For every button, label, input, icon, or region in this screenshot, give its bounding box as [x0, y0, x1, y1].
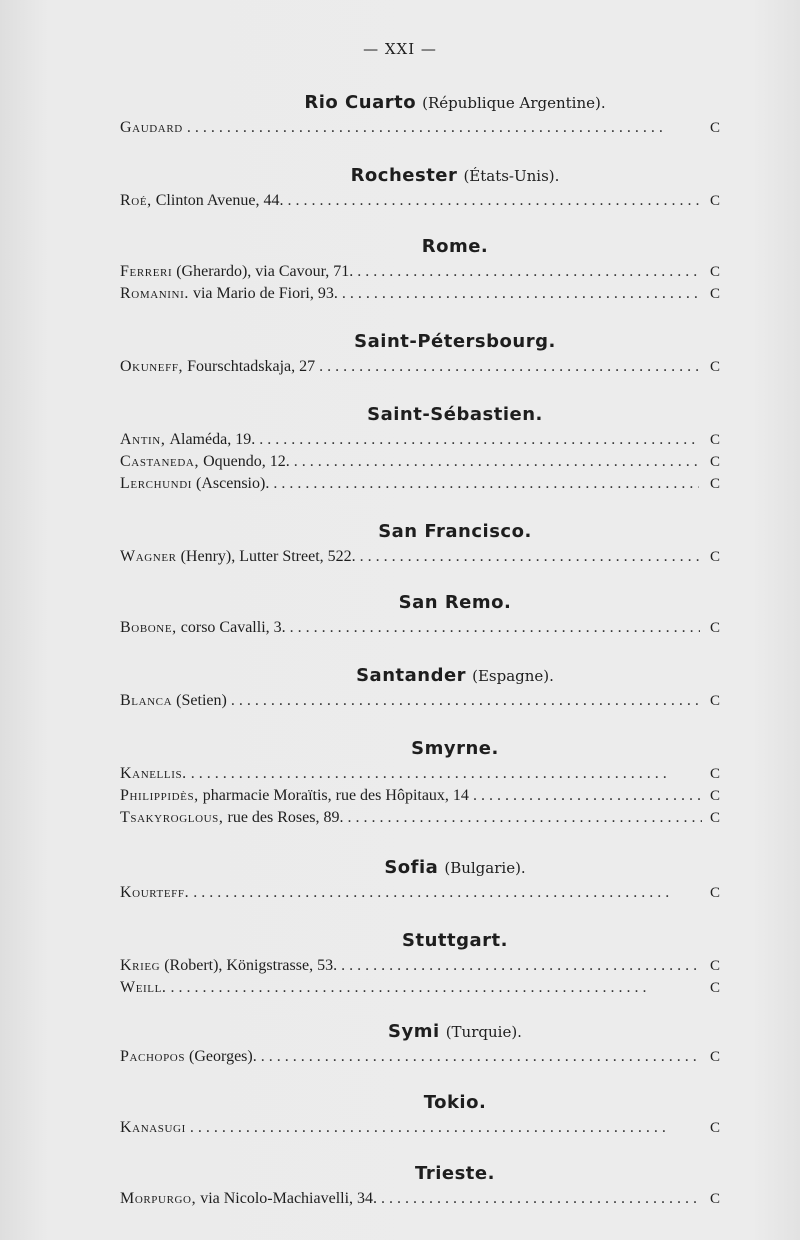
entry-name: Gaudard [120, 119, 183, 136]
section [120, 1088, 720, 1139]
section-heading [190, 588, 720, 617]
entry-address: (Robert), Königstrasse, 53. [164, 957, 338, 974]
entry-address: (Ascensio). [196, 475, 270, 492]
section-heading [190, 88, 720, 117]
section [120, 88, 720, 139]
entry-name: Kanellis. [120, 765, 187, 782]
entry-mark: C [709, 1191, 720, 1207]
dot-leader [347, 807, 701, 829]
city-name: Rio Cuarto [304, 92, 417, 113]
dot-leader [261, 1046, 699, 1068]
entry-name: Roé, [120, 192, 152, 209]
section-heading [190, 400, 720, 429]
entry-address: Fourschtadskaja, 27 [187, 358, 316, 375]
list-item [120, 690, 720, 712]
entry-mark: C [709, 476, 720, 492]
entry-mark: C [709, 958, 720, 974]
dot-leader [259, 429, 699, 451]
section-heading [190, 734, 720, 763]
entry-address: via Nicolo-Machiavelli, 34. [200, 1190, 378, 1207]
list-item [120, 1117, 720, 1139]
entry-name: Bobone, [120, 619, 177, 636]
dot-leader [290, 617, 700, 639]
section-heading [190, 853, 720, 882]
entry-mark: C [709, 693, 720, 709]
entry-mark: C [709, 359, 720, 375]
entry-name: Philippidès, [120, 787, 199, 804]
city-name: San Remo. [398, 592, 512, 613]
city-name: Trieste. [415, 1163, 495, 1184]
entry-mark: C [709, 1049, 720, 1065]
section-heading [190, 1159, 720, 1188]
entry-mark: C [709, 810, 720, 826]
list-item [120, 955, 720, 977]
entry-address: (Gherardo), via Cavour, 71. [176, 263, 354, 280]
entry-mark: C [709, 286, 720, 302]
section-heading [190, 926, 720, 955]
section-heading [190, 327, 720, 356]
entry-name: Pachopos [120, 1048, 186, 1065]
entry-address: (Georges). [189, 1048, 257, 1065]
city-name: San Francisco. [378, 521, 532, 542]
city-name: Saint-Sébastien. [367, 404, 543, 425]
list-item [120, 807, 720, 829]
section [120, 1159, 720, 1210]
list-item [120, 117, 720, 139]
entry-address: Alaméda, 19. [169, 431, 256, 448]
section [120, 588, 720, 639]
entry-name: Antin, [120, 431, 166, 448]
dot-leader [287, 190, 699, 212]
section-heading [190, 1088, 720, 1117]
list-item [120, 617, 720, 639]
section [120, 734, 720, 829]
list-item [120, 546, 720, 568]
list-item [120, 261, 720, 283]
city-name: Santander [356, 665, 467, 686]
city-name: Stuttgart. [402, 930, 508, 951]
section [120, 1017, 720, 1068]
city-name: Rochester [350, 165, 458, 186]
entry-mark: C [709, 193, 720, 209]
entry-address: corso Cavalli, 3. [180, 619, 286, 636]
entry-name: Tsakyroglous, [120, 809, 224, 826]
section-heading [190, 661, 720, 690]
dot-leader [357, 261, 702, 283]
city-name: Saint-Pétersbourg. [354, 331, 556, 352]
entry-name: Kanasugi [120, 1119, 186, 1136]
list-item [120, 763, 720, 785]
entry-name: Blanca [120, 692, 173, 709]
entry-name: Wagner [120, 548, 177, 565]
dot-leader [171, 977, 698, 999]
dot-leader [190, 1117, 698, 1139]
city-name: Smyrne. [411, 738, 499, 759]
city-name: Sofia [384, 857, 439, 878]
section [120, 661, 720, 712]
entry-name: Romanini. [120, 285, 189, 302]
entry-address: via Mario de Fiori, 93. [192, 285, 338, 302]
entry-name: Kourteff. [120, 884, 190, 901]
dot-leader [342, 283, 702, 305]
list-item [120, 785, 720, 807]
section-heading [190, 232, 720, 261]
city-name: Rome. [421, 236, 489, 257]
entry-mark: C [709, 980, 720, 996]
country-name: (Bulgarie). [444, 859, 526, 877]
dot-leader [341, 955, 701, 977]
entry-name: Krieg [120, 957, 161, 974]
list-item [120, 356, 720, 378]
list-item [120, 283, 720, 305]
entry-name: Weill. [120, 979, 167, 996]
dot-leader [473, 785, 702, 807]
entry-mark: C [709, 120, 720, 136]
section [120, 161, 720, 212]
dot-leader [294, 451, 700, 473]
section [120, 926, 720, 999]
entry-mark: C [709, 885, 720, 901]
section-heading [190, 161, 720, 190]
section [120, 327, 720, 378]
section [120, 853, 720, 904]
entry-mark: C [709, 432, 720, 448]
city-name: Symi [388, 1021, 440, 1042]
dot-leader [191, 763, 698, 785]
country-name: (République Argentine). [422, 94, 606, 112]
entry-address: Oquendo, 12. [203, 453, 290, 470]
page-number: — XXI — [363, 40, 437, 58]
entry-name: Okuneff, [120, 358, 184, 375]
entry-mark: C [709, 766, 720, 782]
section [120, 232, 720, 305]
entry-mark: C [709, 1120, 720, 1136]
section [120, 517, 720, 568]
entry-mark: C [709, 264, 720, 280]
entry-name: Castaneda, [120, 453, 200, 470]
entry-address: rue des Roses, 89. [227, 809, 344, 826]
city-name: Tokio. [423, 1092, 487, 1113]
country-name: (Turquie). [445, 1023, 522, 1041]
list-item [120, 882, 720, 904]
entry-name: Morpurgo, [120, 1190, 197, 1207]
list-item [120, 451, 720, 473]
entry-address: (Henry), Lutter Street, 522. [180, 548, 356, 565]
dot-leader [231, 690, 698, 712]
dot-leader [319, 356, 701, 378]
entry-address: pharmacie Moraïtis, rue des Hôpitaux, 14 [202, 787, 469, 804]
section-heading [190, 1017, 720, 1046]
entry-name: Ferreri [120, 263, 173, 280]
entry-mark: C [709, 788, 720, 804]
list-item [120, 1046, 720, 1068]
dot-leader [273, 473, 699, 495]
entry-address: (Setien) [176, 692, 227, 709]
entry-address: Clinton Avenue, 44. [155, 192, 284, 209]
directory-list [120, 68, 720, 1210]
list-item [120, 977, 720, 999]
dot-leader [381, 1188, 702, 1210]
entry-mark: C [709, 620, 720, 636]
dot-leader [193, 882, 698, 904]
list-item [120, 473, 720, 495]
list-item [120, 1188, 720, 1210]
section [120, 400, 720, 495]
entry-name: Lerchundi [120, 475, 193, 492]
entry-mark: C [709, 454, 720, 470]
section-heading [190, 517, 720, 546]
list-item [120, 190, 720, 212]
country-name: (États-Unis). [463, 167, 560, 185]
list-item [120, 429, 720, 451]
entry-mark: C [709, 549, 720, 565]
dot-leader [360, 546, 702, 568]
country-name: (Espagne). [472, 667, 554, 685]
dot-leader [187, 117, 698, 139]
